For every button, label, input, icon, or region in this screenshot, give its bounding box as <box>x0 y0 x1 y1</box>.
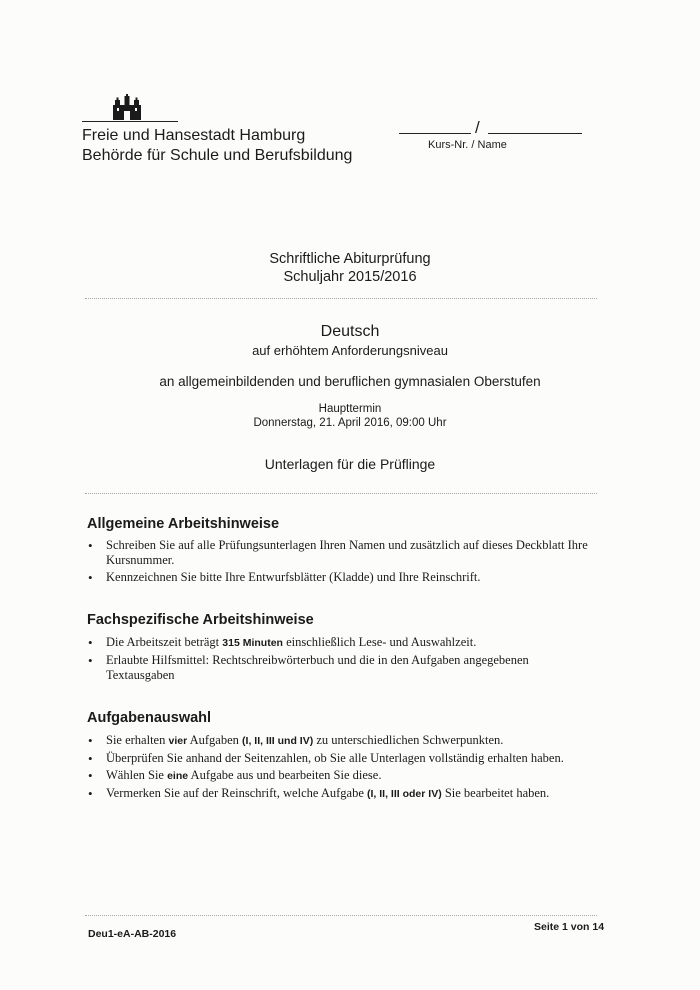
kurs-nr-field[interactable] <box>399 133 471 134</box>
exam-date: Donnerstag, 21. April 2016, 09:00 Uhr <box>253 417 447 429</box>
document-code: Deu1-eA-AB-2016 <box>88 928 177 940</box>
section-heading-specific: Fachspezifische Arbeitshinweise <box>87 612 314 628</box>
kurs-name-label: Kurs-Nr. / Name <box>428 139 507 151</box>
divider <box>85 298 597 299</box>
list-item: • Erlaubte Hilfsmittel: Rechtschreibwörterbuch und die in den Aufgaben angegebenen Textausgaben <box>87 653 597 683</box>
level: auf erhöhtem Anforderungsniveau <box>252 343 448 358</box>
issuing-authority <box>82 126 352 166</box>
subject: Deutsch <box>320 323 380 340</box>
specific-instructions-list <box>87 635 597 685</box>
list-item: • Die Arbeitszeit beträgt 315 Minuten einschließlich Lese- und Auswahlzeit. <box>87 635 597 651</box>
exam-title: Schriftliche Abiturprüfung <box>269 251 431 267</box>
kurs-name-separator: / <box>475 118 480 137</box>
working-time: 315 Minuten <box>222 637 283 649</box>
list-item: • Vermerken Sie auf der Reinschrift, welche Aufgabe (I, II, III oder IV) Sie bearbeitet haben. <box>87 786 597 802</box>
hamburg-castle-icon <box>110 94 144 120</box>
general-instructions-list <box>87 538 597 587</box>
authority-line-1: Freie und Hansestadt Hamburg <box>82 127 306 144</box>
section-heading-general: Allgemeine Arbeitshinweise <box>87 516 280 532</box>
list-item: • Schreiben Sie auf alle Prüfungsunterlagen Ihren Namen und zusätzlich auf dieses Deckblatt Ihre Kursnummer. <box>87 538 597 568</box>
name-field[interactable] <box>488 133 582 134</box>
exam-term: Haupttermin <box>318 403 382 415</box>
documents-label: Unterlagen für die Prüflinge <box>264 456 436 472</box>
logo-underline <box>82 121 178 122</box>
task-selection-list <box>87 733 597 804</box>
list-item: • Sie erhalten vier Aufgaben (I, II, III und IV) zu unterschiedlichen Schwerpunkten. <box>87 733 597 749</box>
section-heading-selection: Aufgabenauswahl <box>87 710 212 726</box>
list-item: • Wählen Sie eine Aufgabe aus und bearbeiten Sie diese. <box>87 768 597 784</box>
list-item: • Kennzeichnen Sie bitte Ihre Entwurfsblätter (Kladde) und Ihre Reinschrift. <box>87 570 597 585</box>
page-number: Seite 1 von 14 <box>534 921 605 933</box>
authority-line-2: Behörde für Schule und Berufsbildung <box>82 147 353 164</box>
school-types: an allgemeinbildenden und beruflichen gymnasialen Oberstufen <box>159 374 541 389</box>
school-year: Schuljahr 2015/2016 <box>283 269 417 285</box>
divider <box>85 493 597 494</box>
list-item: • Überprüfen Sie anhand der Seitenzahlen, ob Sie alle Unterlagen vollständig erhalten haben. <box>87 751 597 766</box>
footer-divider <box>85 915 597 916</box>
